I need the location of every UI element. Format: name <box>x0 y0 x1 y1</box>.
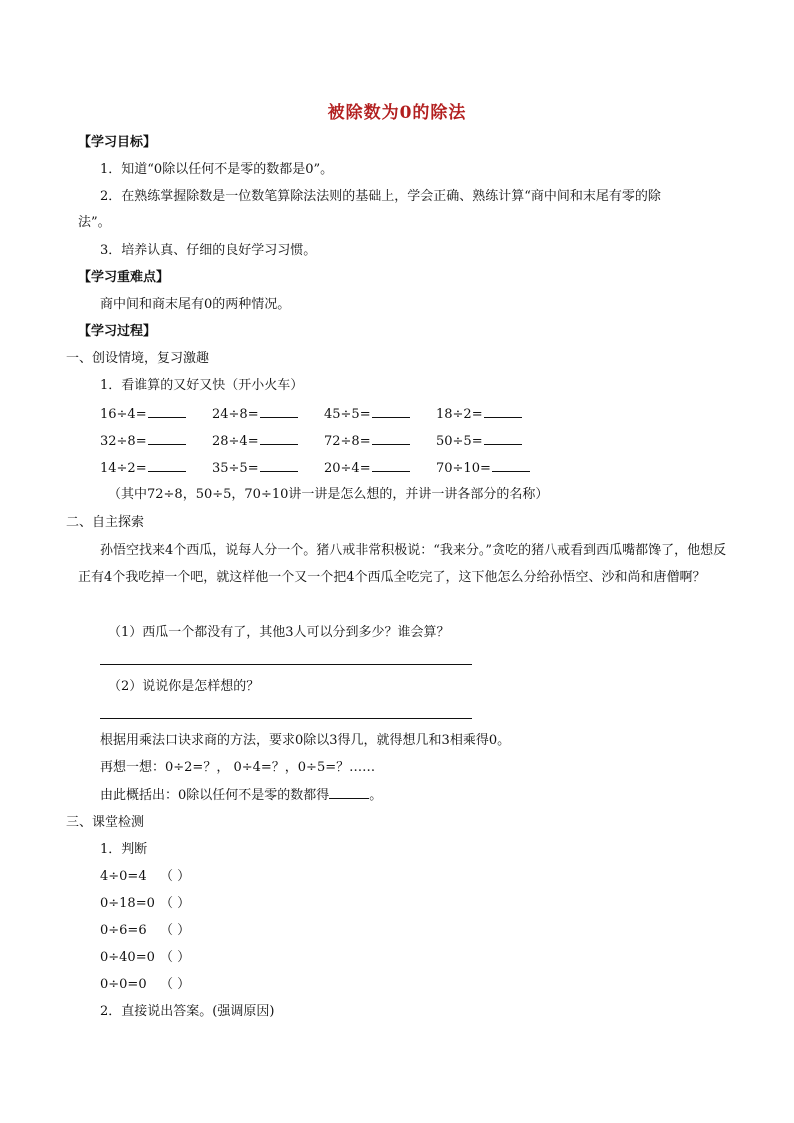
calc-item: 35÷5= <box>212 459 298 476</box>
goal-item-2: 2．在熟练掌握除数是一位数笔算除法法则的基础上，学会正确、熟练计算“商中间和末尾有零的除 <box>100 189 661 204</box>
calc-item: 14÷2= <box>100 459 186 476</box>
answer-line-1[interactable] <box>100 664 472 665</box>
answer-blank[interactable] <box>148 432 186 445</box>
answer-blank[interactable] <box>260 459 298 472</box>
answer-blank[interactable] <box>372 432 410 445</box>
section-1-title: 一、创设情境，复习激趣 <box>66 351 210 366</box>
answer-blank[interactable] <box>148 459 186 472</box>
question-1: （1）西瓜一个都没有了，其他3人可以分到多少？谁会算？ <box>108 625 450 640</box>
answer-blank[interactable] <box>484 432 522 445</box>
question-2: （2）说说你是怎样想的？ <box>108 679 260 694</box>
calc-row-1 <box>100 405 620 423</box>
judge-item: 0÷6=6 （ ） <box>100 923 191 938</box>
calc-item: 32÷8= <box>100 432 186 449</box>
goal-item-1: 1．知道“0除以任何不是零的数都是0”。 <box>100 162 334 177</box>
method-text: 根据用乘法口诀求商的方法，要求0除以3得几，就得想几和3相乘得0。 <box>100 733 511 748</box>
judge-bracket[interactable]: （ ） <box>160 896 191 911</box>
judge-item: 0÷40=0 （ ） <box>100 950 191 965</box>
think-text: 再想一想：0÷2=？， 0÷4=？，0÷5=？…… <box>100 760 376 775</box>
page-title: 被除数为0的除法 <box>327 103 467 123</box>
direct-answer-title: 2．直接说出答案。(强调原因) <box>100 1004 275 1019</box>
judge-bracket[interactable]: （ ） <box>160 950 191 965</box>
section-1-subtitle: 1．看谁算的又好又快（开小火车） <box>100 378 304 393</box>
goal-item-2-cont: 法”。 <box>78 215 111 230</box>
calc-note: （其中72÷8，50÷5，70÷10讲一讲是怎么想的，并讲一讲各部分的名称） <box>108 487 549 502</box>
conclusion-blank[interactable] <box>329 786 369 799</box>
answer-line-2[interactable] <box>100 718 472 719</box>
judge-bracket[interactable]: （ ） <box>160 923 191 938</box>
keypoints-heading: 【学习重难点】 <box>78 270 170 285</box>
calc-row-2 <box>100 432 620 450</box>
calc-row-3 <box>100 459 620 477</box>
judge-bracket[interactable]: （ ） <box>160 869 191 884</box>
answer-blank[interactable] <box>372 405 410 418</box>
process-heading: 【学习过程】 <box>78 324 157 339</box>
answer-blank[interactable] <box>148 405 186 418</box>
judge-title: 1．判断 <box>100 842 148 857</box>
judge-item: 4÷0=4 （ ） <box>100 869 191 884</box>
answer-blank[interactable] <box>484 405 522 418</box>
calc-item: 50÷5= <box>436 432 522 449</box>
answer-blank[interactable] <box>260 432 298 445</box>
goal-item-3: 3．培养认真、仔细的良好学习习惯。 <box>100 243 317 258</box>
judge-item: 0÷0=0 （ ） <box>100 977 191 992</box>
answer-blank[interactable] <box>372 459 410 472</box>
calc-item: 28÷4= <box>212 432 298 449</box>
calc-item: 72÷8= <box>324 432 410 449</box>
answer-blank[interactable] <box>260 405 298 418</box>
goals-heading: 【学习目标】 <box>78 135 157 150</box>
calc-item: 70÷10= <box>436 459 530 476</box>
answer-blank[interactable] <box>492 459 530 472</box>
judge-item: 0÷18=0 （ ） <box>100 896 191 911</box>
calc-item: 24÷8= <box>212 405 298 422</box>
calc-item: 45÷5= <box>324 405 410 422</box>
conclusion-text: 由此概括出：0除以任何不是零的数都得 。 <box>100 788 383 803</box>
section-3-title: 三、课堂检测 <box>66 815 145 830</box>
calc-item: 16÷4= <box>100 405 186 422</box>
story-paragraph: 孙悟空找来4个西瓜，说每人分一个。猪八戒非常积极说：“我来分。”贪吃的猪八戒看到西瓜嘴都馋了，他想反正有4个我吃掉一个吧，就这样他一个又一个把4个西瓜全吃完了，这下他怎么分给孙悟空、沙和尚和唐僧啊？ <box>78 543 727 585</box>
section-2-title: 二、自主探索 <box>66 515 145 530</box>
judge-bracket[interactable]: （ ） <box>160 977 191 992</box>
keypoints-text: 商中间和商末尾有0的两种情况。 <box>100 297 291 312</box>
calc-item: 20÷4= <box>324 459 410 476</box>
calc-item: 18÷2= <box>436 405 522 422</box>
